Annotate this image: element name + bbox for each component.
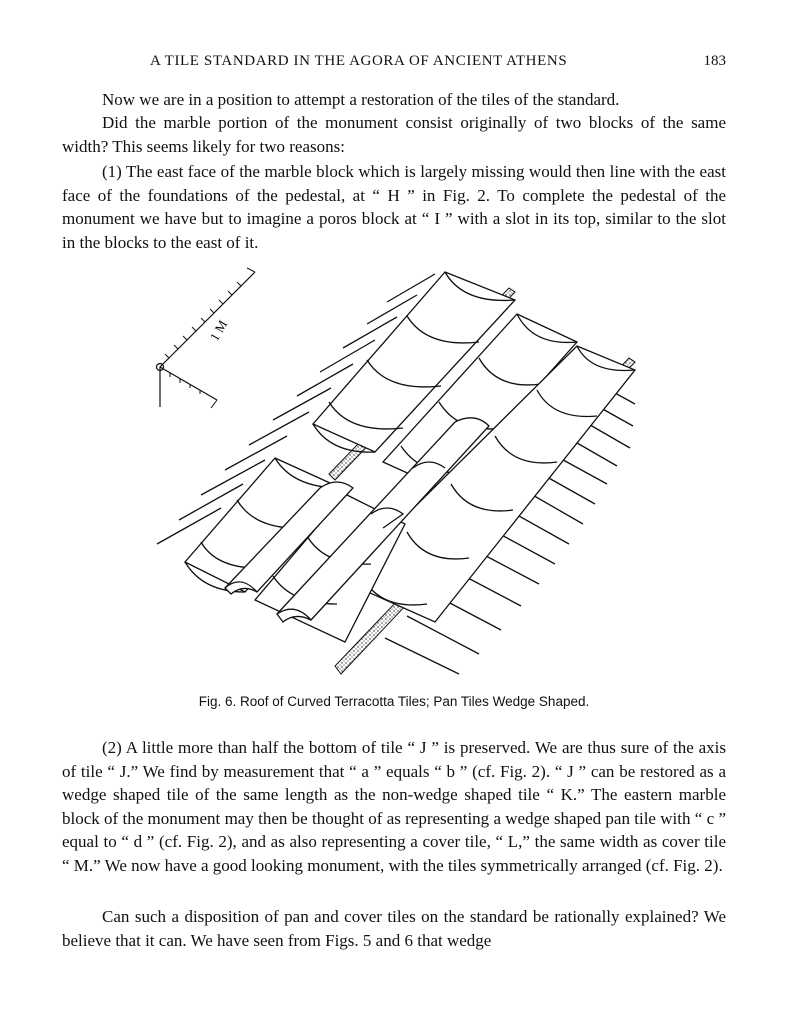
figure-caption: Fig. 6. Roof of Curved Terracotta Tiles; Pan Tiles Wedge Shaped.: [198, 694, 590, 709]
running-title: A TILE STANDARD IN THE AGORA OF ANCIENT ATHENS: [150, 53, 568, 69]
paragraph-question: Did the marble portion of the monument consist originally of two blocks of the same width? This seems likely for two reasons:: [62, 113, 726, 156]
paragraph-intro: Now we are in a position to attempt a restoration of the tiles of the standard.: [102, 90, 620, 109]
scale-bar: [157, 268, 256, 408]
running-header: [62, 53, 726, 75]
scale-label: 1 M: [206, 317, 231, 344]
figure-6-roof-drawing: [145, 262, 645, 682]
page-number: 183: [703, 53, 726, 69]
paragraph-conclusion: Can such a disposition of pan and cover tiles on the standard be rationally explained? We believe that it can. We have seen from Figs. 5 and 6 that wedge: [62, 907, 726, 950]
paragraph-reason-1: (1) The east face of the marble block which is largely missing would then line with the east face of the foundations of the pedestal, at “ H ” in Fig. 2. To complete the pedestal of the monument we have but to imagine a poros block at “ I ” with a slot in its top, similar to the slot in the blocks to the east of it.: [62, 162, 726, 252]
paragraph-reason-2: (2) A little more than half the bottom of tile “ J ” is preserved. We are thus sure of the axis of tile “ J.” We find by measurement that “ a ” equals “ b ” (cf. Fig. 2). “ J ” can be restored as a wedge shaped tile of the same length as the non-wedge shaped tile “ K.” The eastern marble block of the monument may then be thought of as representing a wedge shaped pan tile with “ c ” equal to “ d ” (cf. Fig. 2), and as also representing a cover tile, “ L,” the same width as cover tile “ M.” We now have a good looking monument, with the tiles symmetrically arranged (cf. Fig. 2).: [62, 738, 726, 875]
